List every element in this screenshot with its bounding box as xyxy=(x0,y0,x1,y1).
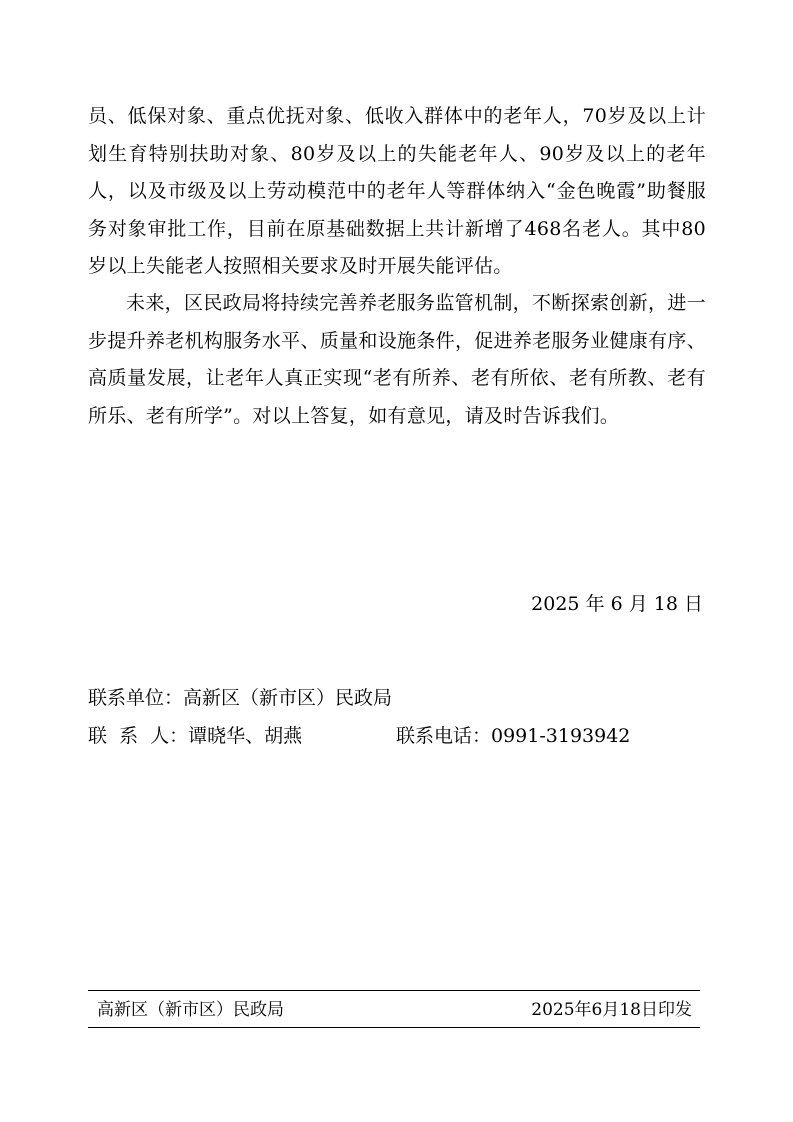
contact-unit: 联系单位：高新区（新市区）民政局 xyxy=(88,687,393,709)
body-paragraph-1: 员、低保对象、重点优抚对象、低收入群体中的老年人，70岁及以上计划生育特别扶助对象、80岁及以上的失能老年人、90岁及以上的老年人，以及市级及以上劳动模范中的老年人等群体纳入“金色晚霞”助餐服务对象审批工作，目前在原基础数据上共计新增了468名老人。其中80岁以上失能老人按照相关要求及时开展失能评估。 xyxy=(88,105,706,277)
signature-date: 2025 年 6 月 18 日 xyxy=(531,593,703,615)
contact-person-row xyxy=(88,722,708,750)
footer-issued-date: 2025年6月18日印发 xyxy=(531,1000,692,1020)
footer-top-rule xyxy=(88,990,700,991)
contact-phone: 联系电话：0991-3193942 xyxy=(396,725,631,747)
footer-bottom-rule xyxy=(88,1027,700,1028)
contact-person: 联 系 人：谭晓华、胡燕 xyxy=(88,725,303,747)
footer-issuer: 高新区（新市区）民政局 xyxy=(97,1000,284,1020)
body-paragraph-2: 未来，区民政局将持续完善养老服务监管机制，不断探索创新，进一步提升养老机构服务水平、质量和设施条件，促进养老服务业健康有序、高质量发展，让老年人真正实现“老有所养、老有所依、老有所教、老有所乐、老有所学”。对以上答复，如有意见，请及时告诉我们。 xyxy=(88,292,706,427)
